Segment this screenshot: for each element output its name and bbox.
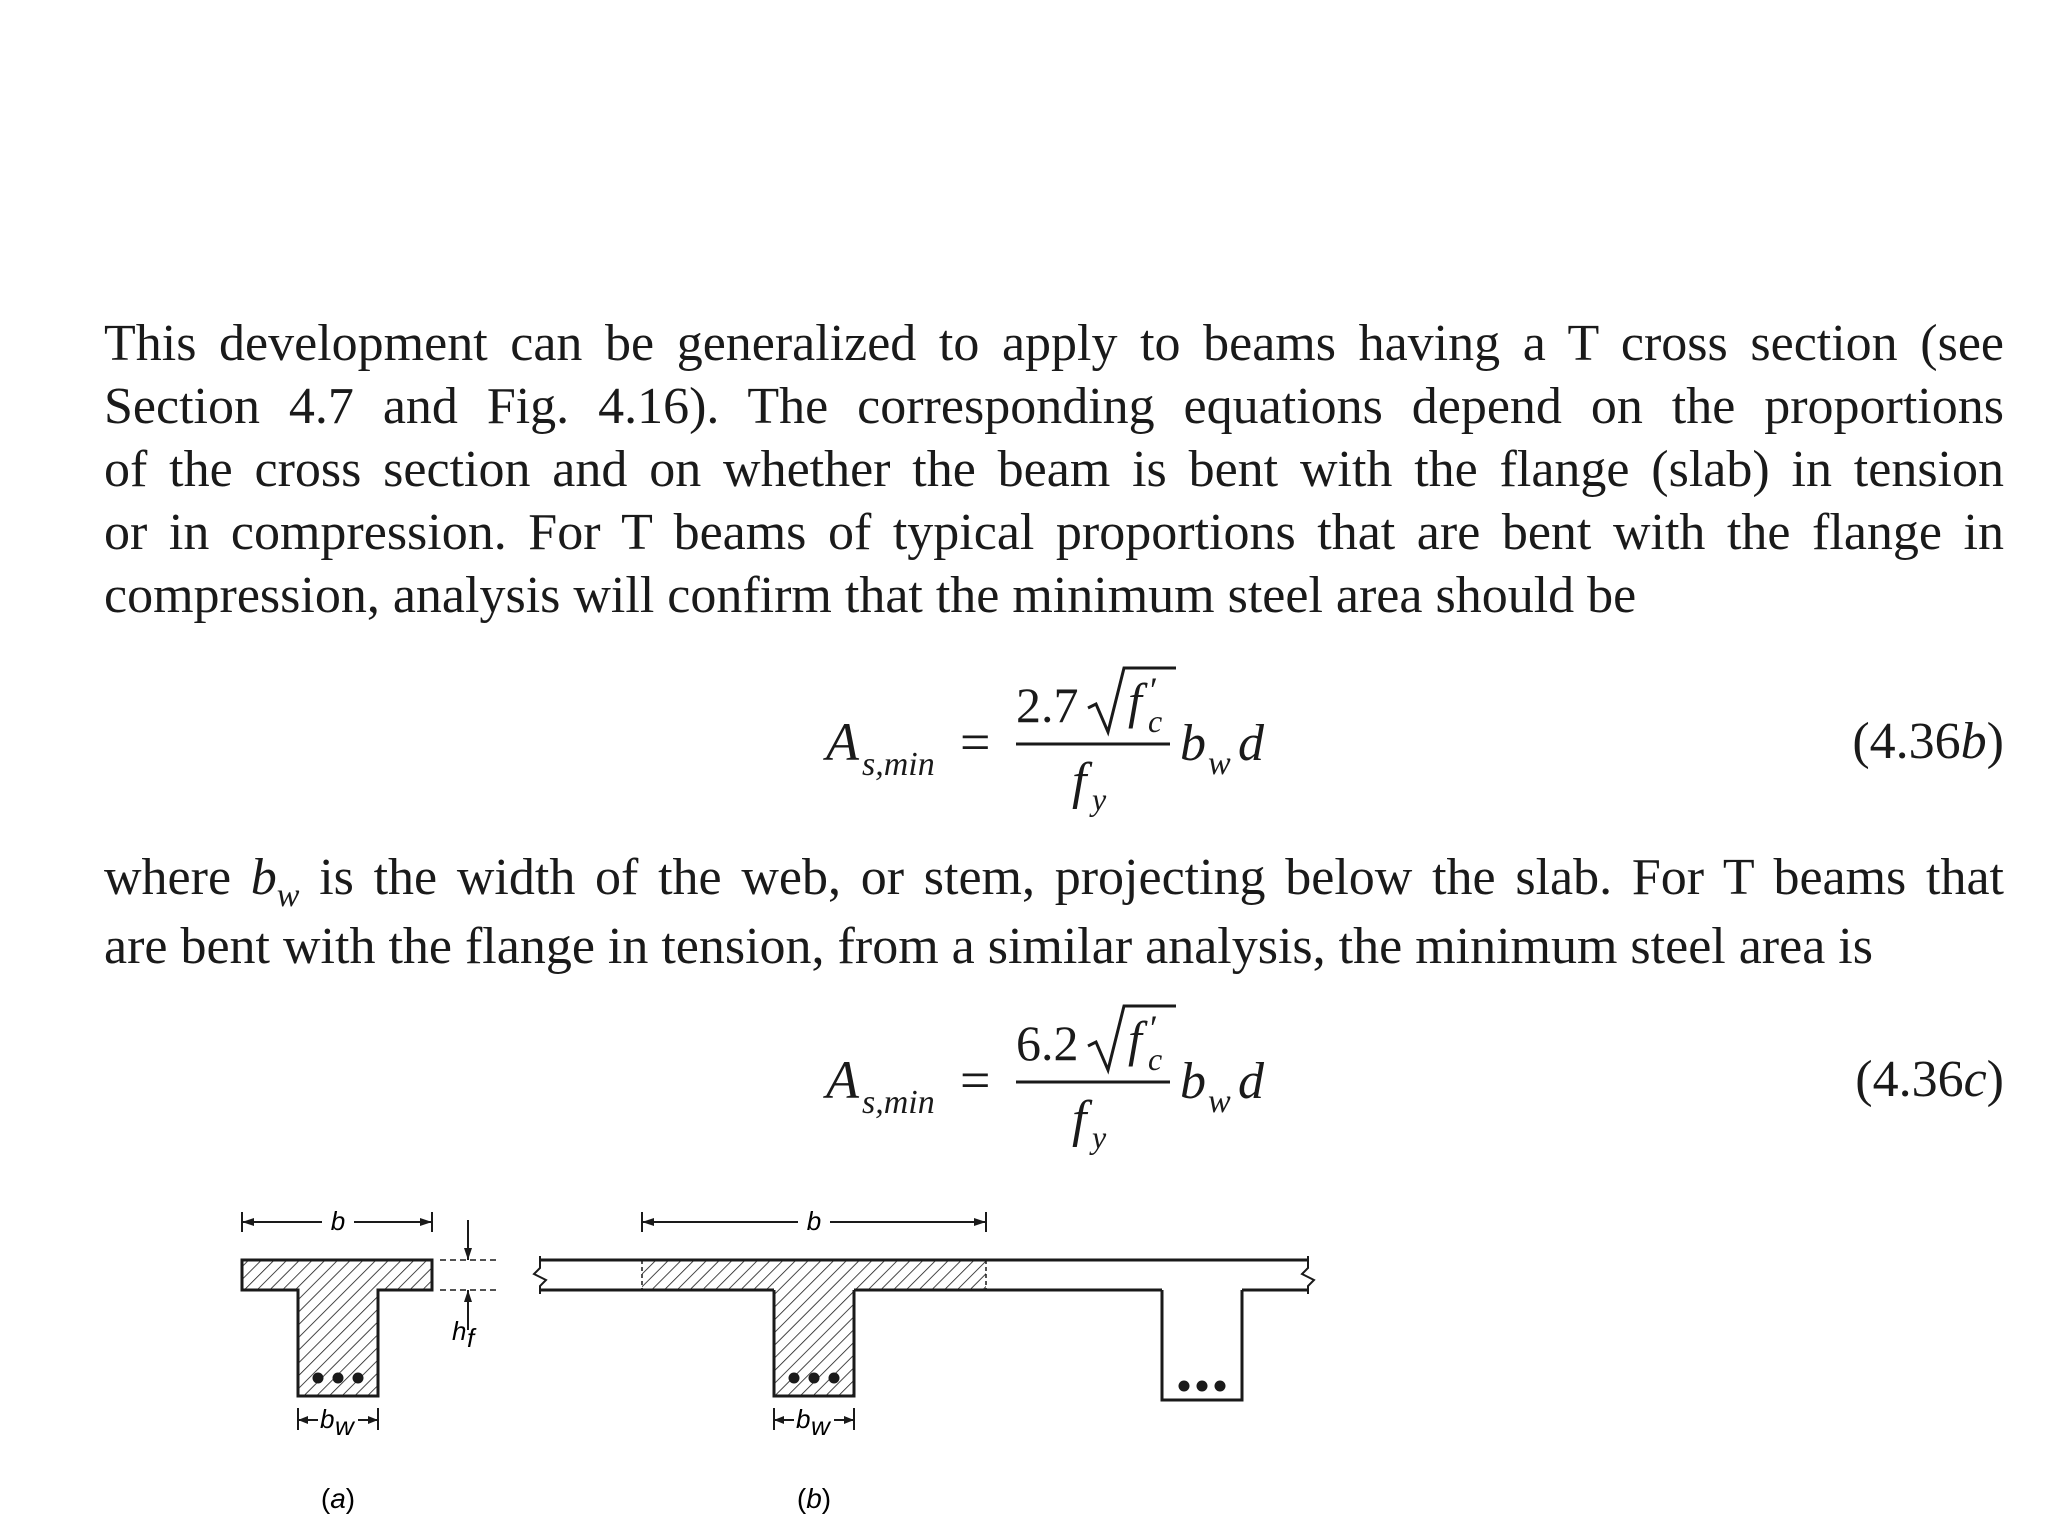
eq-b-radicand-sub: c <box>1148 703 1163 739</box>
break-mark-left <box>534 1256 546 1294</box>
t-section-b <box>534 1206 1314 1514</box>
eq-c-number-pre: (4.36 <box>1855 1051 1964 1108</box>
eq-c-equals-sign: = <box>960 1050 991 1110</box>
eq-c-factor-b-sub: w <box>1208 1083 1231 1120</box>
eq-c-factor-b: b <box>1180 1053 1206 1110</box>
t-beam-figure <box>0 1190 1400 1530</box>
eq-b-number-pre: (4.36 <box>1852 713 1961 770</box>
paragraph-1 <box>104 312 2004 627</box>
dim-a-bw-label-sub: w <box>335 1411 354 1441</box>
equation-4-36c <box>0 998 2048 1158</box>
eq-b-equals-sign: = <box>960 712 991 772</box>
eq-b-denominator: f <box>1072 753 1087 810</box>
break-mark-right <box>1302 1256 1314 1294</box>
eq-b-denominator-sub: y <box>1092 781 1107 817</box>
eq-b-number-letter: b <box>1960 713 1987 770</box>
eq-c-radicand-prime: ′ <box>1150 1008 1158 1048</box>
eq-b-lhs-sub: s,min <box>862 746 935 783</box>
p2-line1-post: is the width of the web, or stem, projecting below the slab. For T beams that <box>299 849 2004 906</box>
eq-c-lhs: A <box>826 1050 859 1110</box>
eq-c-radicand: f <box>1128 1011 1142 1067</box>
eq-c-radicand-sub: c <box>1148 1041 1163 1077</box>
p2-line1-pre: where <box>104 849 251 906</box>
dim-hf-label: h <box>452 1316 467 1346</box>
equation-4-36b-formula <box>0 660 2048 820</box>
equation-4-36b <box>0 660 2048 820</box>
eq-b-factor-d: d <box>1238 715 1264 772</box>
eq-b-radicand: f <box>1128 673 1142 729</box>
t-section-a <box>242 1206 500 1514</box>
eq-c-denominator: f <box>1072 1091 1087 1148</box>
paragraph-1-line-5: compression, analysis will confirm that the minimum steel area should be <box>104 567 1637 624</box>
equation-number-4-36c <box>1855 1050 2004 1109</box>
equation-number-4-36b <box>1852 712 2004 771</box>
caption-b: (b) <box>796 1483 832 1514</box>
rebar-b-2 <box>809 1373 820 1384</box>
eq-c-lhs-sub: s,min <box>862 1084 935 1121</box>
rebar-a-1 <box>313 1373 324 1384</box>
paragraph-1-line-1: This development can be generalized to apply to beams having a T cross section (see <box>104 315 2004 372</box>
eq-b-coefficient: 2.7 <box>1016 677 1079 733</box>
eq-b-number-post: ) <box>1986 713 2004 770</box>
eq-b-radicand-prime: ′ <box>1150 670 1158 710</box>
paragraph-2-line-1 <box>104 846 2004 915</box>
eq-b-factor-b: b <box>1180 715 1206 772</box>
p2-var-b: b <box>250 849 277 906</box>
dim-a-b-label: b <box>330 1206 346 1236</box>
paragraph-1-line-4: or in compression. For T beams of typical proportions that are bent with the flange in <box>104 504 2004 561</box>
dim-hf-label-sub: f <box>467 1323 475 1353</box>
paragraph-1-line-2: Section 4.7 and Fig. 4.16). The corresponding equations depend on the proportions <box>104 378 2004 435</box>
rebar-a-3 <box>353 1373 364 1384</box>
eq-b-factor-b-sub: w <box>1208 745 1231 782</box>
equation-4-36c-formula <box>0 998 2048 1158</box>
eq-c-number-letter: c <box>1963 1051 1987 1108</box>
p2-var-b-sub: w <box>276 877 300 914</box>
eq-c-coefficient: 6.2 <box>1016 1015 1079 1071</box>
eq-c-number-post: ) <box>1986 1051 2004 1108</box>
rebar-b-3 <box>829 1373 840 1384</box>
dim-b-bw-label-sub: w <box>811 1411 830 1441</box>
rebar-b-1 <box>789 1373 800 1384</box>
paragraph-2 <box>104 846 2004 978</box>
dim-b-bw-label: b <box>796 1404 811 1434</box>
eq-b-lhs: A <box>826 712 859 772</box>
paragraph-2-line-2: are bent with the flange in tension, from a similar analysis, the minimum steel area is <box>104 918 1873 975</box>
eq-c-factor-d: d <box>1238 1053 1264 1110</box>
caption-a: (a) <box>320 1483 356 1514</box>
dim-a-bw-label: b <box>320 1404 335 1434</box>
dim-b-b-label: b <box>806 1206 822 1236</box>
paragraph-1-line-3: of the cross section and on whether the beam is bent with the flange (slab) in tension <box>104 441 2004 498</box>
eq-c-denominator-sub: y <box>1092 1119 1107 1155</box>
rebar-a-2 <box>333 1373 344 1384</box>
